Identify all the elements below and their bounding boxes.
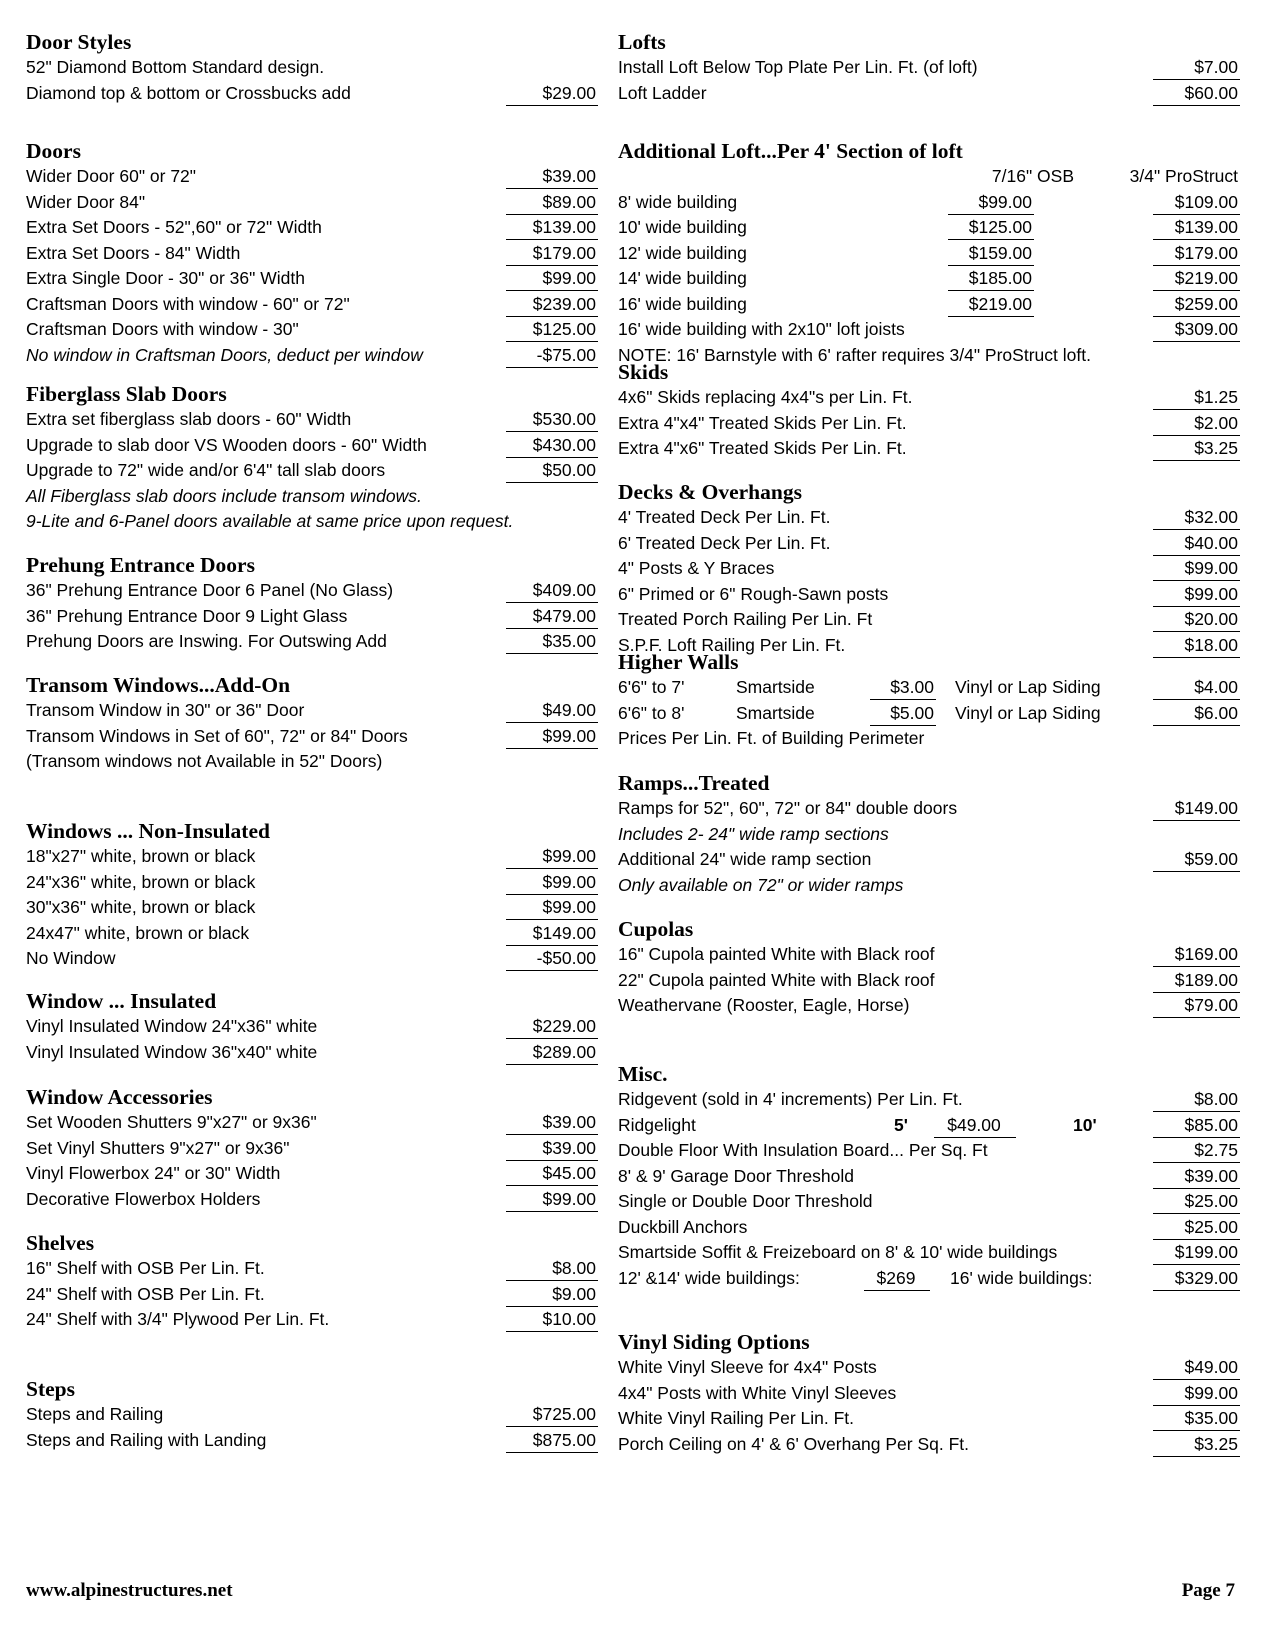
- item-label: Wider Door 84": [26, 191, 146, 212]
- item-price: $149.00: [1153, 796, 1240, 821]
- item-price: $89.00: [506, 190, 598, 215]
- price-row: [26, 241, 598, 267]
- price-row: [26, 698, 598, 724]
- item-label: Treated Porch Railing Per Lin. Ft: [618, 609, 873, 629]
- item-label: Extra 4"x4" Treated Skids Per Lin. Ft.: [618, 412, 907, 433]
- siding-type: Smartside: [736, 702, 815, 723]
- item-label: 36" Prehung Entrance Door 9 Light Glass: [26, 605, 348, 626]
- item-label: Vinyl Flowerbox 24" or 30" Width: [26, 1163, 281, 1183]
- smartside-price: $3.00: [870, 675, 936, 700]
- item-label: Install Loft Below Top Plate Per Lin. Ft. (of loft): [618, 57, 978, 77]
- note-row: [618, 726, 1240, 752]
- price-row: [26, 433, 598, 459]
- section-skids: [618, 360, 1240, 462]
- item-price: $29.00: [506, 81, 598, 106]
- price-row: [26, 1256, 598, 1282]
- price-row: [26, 266, 598, 292]
- item-label: Duckbill Anchors: [618, 1216, 748, 1237]
- item-price: $59.00: [1153, 847, 1240, 872]
- section-door-styles: [26, 30, 598, 106]
- item-price: $3.25: [1153, 1432, 1240, 1457]
- item-price: $39.00: [1153, 1164, 1240, 1189]
- loft-note: NOTE: 16' Barnstyle with 6' rafter requires 3/4" ProStruct loft.: [618, 344, 1091, 365]
- item-label: 52" Diamond Bottom Standard design.: [26, 57, 325, 77]
- item-price: $125.00: [506, 317, 598, 342]
- item-price: $409.00: [506, 578, 598, 603]
- item-label: No Window: [26, 948, 116, 968]
- price-row: [618, 55, 1240, 81]
- note-row: [26, 749, 598, 775]
- price-row: [618, 1215, 1240, 1241]
- price-row: [618, 531, 1240, 557]
- item-label: 4x6" Skids replacing 4x4"s per Lin. Ft.: [618, 387, 913, 407]
- item-price: $99.00: [506, 266, 598, 291]
- item-price: $25.00: [1153, 1215, 1240, 1240]
- item-label: Set Vinyl Shutters 9"x27" or 9x36": [26, 1137, 290, 1158]
- soffit-16-price: $329.00: [1153, 1266, 1240, 1291]
- item-label: Extra Set Doors - 52",60" or 72" Width: [26, 217, 322, 237]
- ridgelight-row: [618, 1113, 1240, 1139]
- item-price: $725.00: [506, 1402, 598, 1427]
- item-label: Ridgelight: [618, 1114, 696, 1135]
- price-row: [618, 385, 1240, 411]
- price-row: [26, 1110, 598, 1136]
- price-row: [618, 796, 1240, 822]
- item-price: $10.00: [506, 1307, 598, 1332]
- item-label: Extra Set Doors - 84" Width: [26, 242, 241, 263]
- item-label: Extra Single Door - 30" or 36" Width: [26, 268, 305, 288]
- item-label: Single or Double Door Threshold: [618, 1191, 873, 1211]
- item-label: Only available on 72" or wider ramps: [618, 874, 904, 895]
- section-cupolas: [618, 917, 1240, 1019]
- section-shelves: [26, 1231, 598, 1333]
- item-label: Smartside Soffit & Freizeboard on 8' & 10' wide buildings: [618, 1242, 1058, 1262]
- section-doors: [26, 139, 598, 368]
- item-price: $99.00: [506, 724, 598, 749]
- website-url: www.alpinestructures.net: [26, 1580, 233, 1601]
- higher-walls-note: Prices Per Lin. Ft. of Building Perimeter: [618, 728, 925, 748]
- item-label: White Vinyl Railing Per Lin. Ft.: [618, 1408, 855, 1428]
- siding-type: Smartside: [736, 677, 815, 697]
- price-row: [618, 1087, 1240, 1113]
- item-price: $35.00: [1153, 1406, 1240, 1431]
- price-row: [26, 1014, 598, 1040]
- item-label: Craftsman Doors with window - 60" or 72": [26, 293, 350, 314]
- price-row: [618, 582, 1240, 608]
- item-label: 9-Lite and 6-Panel doors available at same price upon request.: [26, 511, 514, 531]
- item-label: S.P.F. Loft Railing Per Lin. Ft.: [618, 634, 846, 655]
- price-row: [26, 215, 598, 241]
- section-windows-insulated: [26, 989, 598, 1065]
- item-label: Upgrade to slab door VS Wooden doors - 60" Width: [26, 434, 427, 455]
- price-row: [26, 895, 598, 921]
- price-row: [26, 604, 598, 630]
- prostruct-price: $179.00: [1153, 241, 1240, 266]
- item-label: Vinyl Insulated Window 24"x36" white: [26, 1016, 318, 1036]
- item-label: 8' & 9' Garage Door Threshold: [618, 1165, 854, 1186]
- loft-row: [618, 266, 1240, 292]
- item-label: Porch Ceiling on 4' & 6' Overhang Per Sq. Ft.: [618, 1433, 970, 1454]
- item-price: $229.00: [506, 1014, 598, 1039]
- page-number: Page 7: [1181, 1580, 1235, 1601]
- price-row: [618, 607, 1240, 633]
- item-price: $479.00: [506, 604, 598, 629]
- section-higher-walls: [618, 650, 1240, 752]
- loft-row: [618, 215, 1240, 241]
- note-row: [618, 822, 1240, 848]
- item-price: $139.00: [506, 215, 598, 240]
- item-label: 30"x36" white, brown or black: [26, 897, 256, 917]
- item-price: $35.00: [506, 629, 598, 654]
- prostruct-price: $309.00: [1153, 317, 1240, 342]
- item-price: $39.00: [506, 164, 598, 189]
- price-row: [26, 1402, 598, 1428]
- item-label: 36" Prehung Entrance Door 6 Panel (No Glass): [26, 580, 394, 600]
- siding-type: Vinyl or Lap Siding: [955, 702, 1101, 723]
- price-row: [618, 411, 1240, 437]
- section-lofts: [618, 30, 1240, 106]
- item-label: 16" Cupola painted White with Black roof: [618, 944, 935, 964]
- item-price: $179.00: [506, 241, 598, 266]
- item-price: $3.25: [1153, 436, 1240, 461]
- item-price: $99.00: [506, 895, 598, 920]
- item-label: 4' Treated Deck Per Lin. Ft.: [618, 507, 831, 527]
- item-label: (Transom windows not Available in 52" Doors): [26, 751, 383, 771]
- note-row: [26, 509, 598, 535]
- price-row: [26, 629, 598, 655]
- item-label: Decorative Flowerbox Holders: [26, 1188, 261, 1209]
- note-row: [618, 873, 1240, 899]
- price-row: [26, 292, 598, 318]
- price-row: [26, 55, 598, 81]
- vinyl-price: $6.00: [1153, 701, 1240, 726]
- loft-row: [618, 190, 1240, 216]
- item-price: -$50.00: [506, 946, 598, 971]
- item-price: $25.00: [1153, 1189, 1240, 1214]
- section-heading: Door Styles: [26, 30, 132, 54]
- item-label: 16' wide building with 2x10" loft joists: [618, 319, 905, 339]
- price-row: [26, 1282, 598, 1308]
- osb-price: $99.00: [948, 190, 1034, 215]
- price-row: [26, 1136, 598, 1162]
- item-label: Wider Door 60" or 72": [26, 166, 196, 186]
- section-heading: Lofts: [618, 30, 666, 54]
- item-price: $430.00: [506, 433, 598, 458]
- size-label: 10': [1073, 1114, 1097, 1135]
- item-price: $32.00: [1153, 505, 1240, 530]
- item-label: Additional 24" wide ramp section: [618, 849, 872, 869]
- item-price: $7.00: [1153, 55, 1240, 80]
- item-label: 22" Cupola painted White with Black roof: [618, 969, 935, 990]
- item-label: Craftsman Doors with window - 30": [26, 319, 299, 339]
- item-label: 12' &14' wide buildings:: [618, 1267, 800, 1288]
- item-price: $99.00: [1153, 582, 1240, 607]
- item-label: No window in Craftsman Doors, deduct per window: [26, 344, 423, 365]
- vinyl-price: $4.00: [1153, 675, 1240, 700]
- item-price: $39.00: [506, 1110, 598, 1135]
- item-price: $289.00: [506, 1040, 598, 1065]
- item-label: White Vinyl Sleeve for 4x4" Posts: [618, 1357, 877, 1377]
- soffit-row: [618, 1266, 1240, 1292]
- item-label: Steps and Railing: [26, 1404, 164, 1424]
- section-fiberglass: [26, 382, 598, 535]
- section-heading: Vinyl Siding Options: [618, 1330, 810, 1354]
- item-label: Prehung Doors are Inswing. For Outswing Add: [26, 631, 387, 651]
- item-label: Includes 2- 24" wide ramp sections: [618, 823, 889, 844]
- section-heading: Cupolas: [618, 917, 694, 941]
- section-heading: Doors: [26, 139, 81, 163]
- item-price: $189.00: [1153, 968, 1240, 993]
- section-vinyl-siding: [618, 1330, 1240, 1457]
- item-price: $18.00: [1153, 633, 1240, 658]
- item-price: -$75.00: [506, 343, 598, 368]
- item-label: All Fiberglass slab doors include transom windows.: [26, 485, 422, 506]
- price-row: [618, 968, 1240, 994]
- section-heading: Decks & Overhangs: [618, 480, 802, 504]
- item-label: Ridgevent (sold in 4' increments) Per Lin. Ft.: [618, 1089, 963, 1109]
- item-label: Transom Windows in Set of 60", 72" or 84" Doors: [26, 725, 408, 746]
- section-heading: Skids: [618, 360, 669, 384]
- item-price: $199.00: [1153, 1240, 1240, 1265]
- section-heading: Windows ... Non-Insulated: [26, 819, 270, 843]
- col-header-prostruct: 3/4" ProStruct: [1129, 166, 1238, 186]
- column-headers: [618, 164, 1240, 190]
- prostruct-price: $139.00: [1153, 215, 1240, 240]
- section-heading: Window ... Insulated: [26, 989, 217, 1013]
- item-label: Extra 4"x6" Treated Skids Per Lin. Ft.: [618, 438, 907, 458]
- item-label: 16" Shelf with OSB Per Lin. Ft.: [26, 1258, 265, 1278]
- item-price: $169.00: [1153, 942, 1240, 967]
- price-row: [26, 1187, 598, 1213]
- higher-wall-row: [618, 675, 1240, 701]
- item-price: $60.00: [1153, 81, 1240, 106]
- section-prehung: [26, 553, 598, 655]
- price-row: [618, 1164, 1240, 1190]
- item-label: 16' wide buildings:: [950, 1267, 1093, 1288]
- item-price: $49.00: [1153, 1355, 1240, 1380]
- osb-price: $219.00: [948, 292, 1034, 317]
- section-heading: Ramps...Treated: [618, 771, 770, 795]
- section-heading: Shelves: [26, 1231, 95, 1255]
- section-additional-loft: [618, 139, 1240, 368]
- loft-row: [618, 317, 1240, 343]
- item-price: $99.00: [506, 1187, 598, 1212]
- item-label: 24x47" white, brown or black: [26, 922, 250, 943]
- item-label: 6' Treated Deck Per Lin. Ft.: [618, 532, 831, 553]
- item-label: 8' wide building: [618, 191, 738, 212]
- price-row: [618, 993, 1240, 1019]
- loft-row: [618, 241, 1240, 267]
- item-price: $149.00: [506, 921, 598, 946]
- item-price: $9.00: [506, 1282, 598, 1307]
- col-header-osb: 7/16" OSB: [991, 166, 1074, 186]
- item-price: $239.00: [506, 292, 598, 317]
- item-price: $2.75: [1153, 1138, 1240, 1163]
- note-row: [26, 484, 598, 510]
- price-row: [26, 190, 598, 216]
- price-row: [618, 556, 1240, 582]
- size-label: 5': [894, 1114, 908, 1135]
- item-label: 14' wide building: [618, 268, 747, 288]
- section-heading: Prehung Entrance Doors: [26, 553, 255, 577]
- item-price: $39.00: [506, 1136, 598, 1161]
- price-row: [26, 724, 598, 750]
- item-price: $875.00: [506, 1428, 598, 1453]
- price-row: [26, 164, 598, 190]
- price-row: [26, 1040, 598, 1066]
- price-row: [618, 942, 1240, 968]
- item-label: Transom Window in 30" or 36" Door: [26, 700, 305, 720]
- ridgelight-10-price: $85.00: [1153, 1113, 1240, 1138]
- section-steps: [26, 1377, 598, 1453]
- osb-price: $159.00: [948, 241, 1034, 266]
- item-price: $99.00: [1153, 556, 1240, 581]
- price-row: [618, 81, 1240, 107]
- item-label: 4x4" Posts with White Vinyl Sleeves: [618, 1382, 897, 1403]
- item-label: Ramps for 52", 60", 72" or 84" double doors: [618, 798, 958, 818]
- siding-type: Vinyl or Lap Siding: [955, 677, 1101, 697]
- price-row: [26, 946, 598, 972]
- section-heading: Transom Windows...Add-On: [26, 673, 291, 697]
- item-price: $99.00: [506, 844, 598, 869]
- item-price: $79.00: [1153, 993, 1240, 1018]
- price-row: [26, 81, 598, 107]
- item-label: 24" Shelf with 3/4" Plywood Per Lin. Ft.: [26, 1309, 330, 1329]
- price-row: [26, 343, 598, 369]
- item-label: Set Wooden Shutters 9"x27" or 9x36": [26, 1112, 317, 1132]
- item-price: $8.00: [1153, 1087, 1240, 1112]
- price-row: [618, 1432, 1240, 1458]
- item-price: $1.25: [1153, 385, 1240, 410]
- price-row: [26, 870, 598, 896]
- section-heading: Steps: [26, 1377, 75, 1401]
- item-label: Weathervane (Rooster, Eagle, Horse): [618, 995, 910, 1015]
- item-label: Diamond top & bottom or Crossbucks add: [26, 82, 351, 103]
- item-price: $45.00: [506, 1161, 598, 1186]
- prostruct-price: $109.00: [1153, 190, 1240, 215]
- osb-price: $185.00: [948, 266, 1034, 291]
- section-decks: [618, 480, 1240, 658]
- item-price: $99.00: [506, 870, 598, 895]
- item-price: $20.00: [1153, 607, 1240, 632]
- item-label: Vinyl Insulated Window 36"x40" white: [26, 1041, 318, 1062]
- price-row: [26, 844, 598, 870]
- section-heading: Window Accessories: [26, 1085, 213, 1109]
- prostruct-price: $259.00: [1153, 292, 1240, 317]
- item-label: Extra set fiberglass slab doors - 60" Width: [26, 409, 352, 429]
- price-row: [26, 458, 598, 484]
- price-row: [26, 578, 598, 604]
- loft-row: [618, 292, 1240, 318]
- section-transom: [26, 673, 598, 775]
- smartside-price: $5.00: [870, 701, 936, 726]
- section-window-accessories: [26, 1085, 598, 1212]
- item-price: $40.00: [1153, 531, 1240, 556]
- price-row: [618, 1138, 1240, 1164]
- item-price: $50.00: [506, 458, 598, 483]
- section-heading: Misc.: [618, 1062, 668, 1086]
- price-row: [618, 505, 1240, 531]
- item-price: $49.00: [506, 698, 598, 723]
- item-price: $530.00: [506, 407, 598, 432]
- price-row: [26, 317, 598, 343]
- section-heading: Fiberglass Slab Doors: [26, 382, 227, 406]
- item-label: 6" Primed or 6" Rough-Sawn posts: [618, 583, 889, 604]
- item-price: $8.00: [506, 1256, 598, 1281]
- height-range: 6'6" to 8': [618, 702, 685, 723]
- item-label: 16' wide building: [618, 293, 747, 314]
- item-price: $99.00: [1153, 1381, 1240, 1406]
- section-misc: [618, 1062, 1240, 1291]
- item-label: Upgrade to 72" wide and/or 6'4" tall slab doors: [26, 460, 386, 480]
- price-row: [618, 1381, 1240, 1407]
- height-range: 6'6" to 7': [618, 677, 685, 697]
- item-label: 24" Shelf with OSB Per Lin. Ft.: [26, 1283, 265, 1304]
- item-label: Steps and Railing with Landing: [26, 1429, 267, 1450]
- price-row: [618, 1240, 1240, 1266]
- price-row: [26, 1161, 598, 1187]
- price-row: [618, 1355, 1240, 1381]
- item-price: $2.00: [1153, 411, 1240, 436]
- price-row: [26, 921, 598, 947]
- prostruct-price: $219.00: [1153, 266, 1240, 291]
- item-label: 12' wide building: [618, 242, 747, 263]
- price-row: [618, 1189, 1240, 1215]
- price-row: [618, 436, 1240, 462]
- item-label: 24"x36" white, brown or black: [26, 871, 256, 892]
- price-row: [618, 847, 1240, 873]
- higher-wall-row: [618, 701, 1240, 727]
- item-label: 10' wide building: [618, 217, 747, 237]
- section-windows-non-insulated: [26, 819, 598, 972]
- price-row: [26, 407, 598, 433]
- price-row: [26, 1307, 598, 1333]
- section-ramps: [618, 771, 1240, 898]
- osb-price: $125.00: [948, 215, 1034, 240]
- item-label: Double Floor With Insulation Board... Per Sq. Ft: [618, 1140, 988, 1160]
- ridgelight-5-price: $49.00: [934, 1113, 1016, 1138]
- item-label: 4" Posts & Y Braces: [618, 558, 775, 578]
- item-label: 18"x27" white, brown or black: [26, 846, 256, 866]
- price-row: [618, 1406, 1240, 1432]
- section-heading: Higher Walls: [618, 650, 739, 674]
- item-label: Loft Ladder: [618, 82, 707, 103]
- soffit-12-14-price: $269: [864, 1266, 930, 1291]
- price-row: [26, 1428, 598, 1454]
- section-heading: Additional Loft...Per 4' Section of loft: [618, 139, 963, 163]
